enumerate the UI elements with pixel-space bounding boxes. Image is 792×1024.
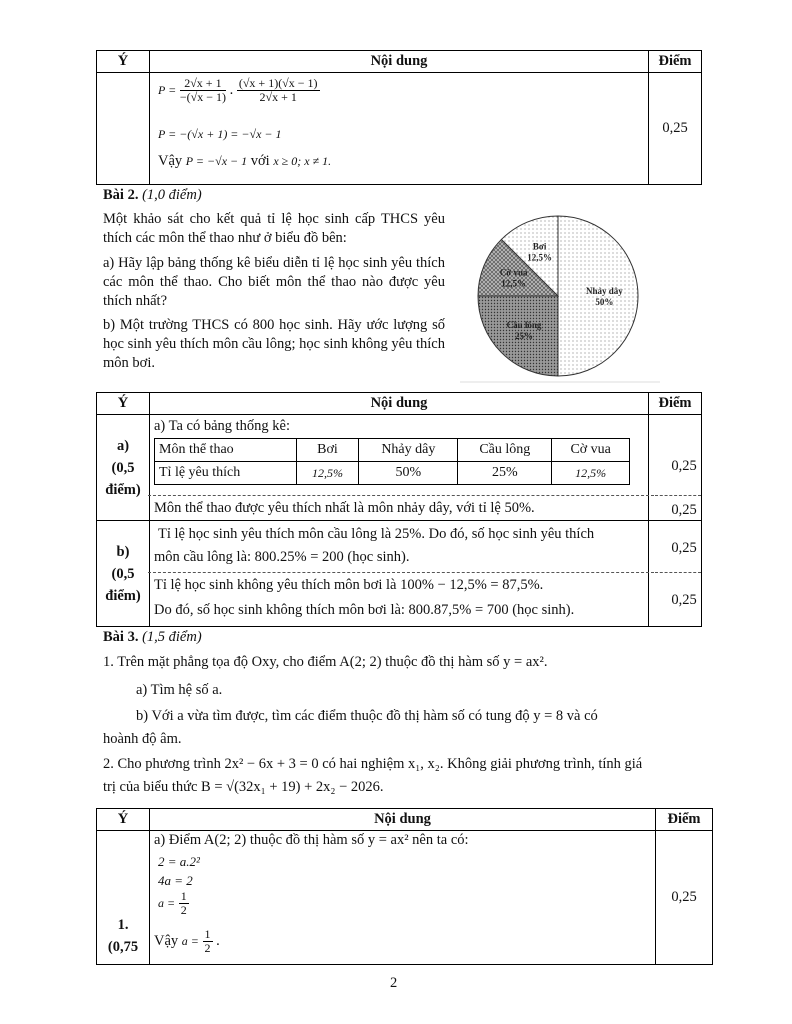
conclusion-condition: x ≥ 0; x ≠ 1. bbox=[273, 154, 332, 168]
pie-value-4: 12,5% bbox=[527, 252, 553, 263]
col-header-content: Nội dung bbox=[150, 393, 649, 415]
stat-head-0: Môn thể thao bbox=[155, 439, 297, 462]
row-b-label bbox=[97, 521, 150, 627]
bai2-part-a: a) Hãy lập bảng thống kê biểu diễn tỉ lệ học sinh yêu thích các môn thể thao. Cho biết môn thể thao nào được yêu thích nhất? bbox=[103, 255, 445, 309]
t3-line-1: a) Điểm A(2; 2) thuộc đồ thị hàm số y = ax² nên ta có: bbox=[154, 832, 469, 848]
equation-p-simplified: P = −(√x + 1) = −√x − 1 bbox=[158, 127, 282, 141]
bai3-heading bbox=[103, 629, 202, 646]
row-a-points-unit: điểm) bbox=[105, 481, 141, 498]
row-b-points: (0,5 bbox=[111, 565, 135, 582]
conclusion-with: với bbox=[250, 153, 270, 169]
solution-table-1 bbox=[96, 50, 702, 185]
row-b-score-1: 0,25 bbox=[671, 540, 697, 556]
bai2-points: (1,0 điểm) bbox=[142, 187, 202, 203]
row-b-score-2: 0,25 bbox=[671, 592, 697, 608]
t3-line-4-num: 1 bbox=[180, 889, 187, 903]
stat-val-2: 50% bbox=[359, 462, 458, 485]
cell-content bbox=[150, 73, 649, 185]
pie-label-3: Cờ vua bbox=[499, 267, 528, 278]
bai3-q1b-line2: hoành độ âm. bbox=[103, 731, 182, 747]
row-1-score: 0,25 bbox=[656, 831, 713, 965]
col-header-content: Nội dung bbox=[150, 809, 656, 831]
conclusion-line bbox=[158, 153, 331, 170]
stat-head-2: Nhảy dây bbox=[359, 439, 458, 462]
row-a-intro: a) Ta có bảng thống kê: bbox=[154, 418, 291, 434]
bai3-title: Bài 3. bbox=[103, 629, 139, 645]
page-number: 2 bbox=[390, 975, 398, 991]
stat-val-4: 12,5% bbox=[552, 462, 630, 485]
row-b-line-4: Do đó, số học sinh không thích môn bơi là: 800.87,5% = 700 (học sinh). bbox=[154, 602, 575, 618]
col-header-y: Ý bbox=[97, 393, 150, 415]
bai3-points: (1,5 điểm) bbox=[142, 629, 202, 645]
cell-score: 0,25 bbox=[649, 73, 702, 185]
row-b-score-cell bbox=[649, 521, 702, 627]
pie-label-2: Cầu lông bbox=[506, 319, 542, 330]
bai2-intro: Một khảo sát cho kết quả tỉ lệ học sinh cấp THCS yêu thích các môn thể thao như ở biểu đồ bên: bbox=[103, 211, 445, 246]
frac2-top: (√x + 1)(√x − 1) bbox=[238, 76, 318, 90]
row-a-score-divider bbox=[655, 495, 701, 496]
col-header-content: Nội dung bbox=[150, 51, 649, 73]
eq-lhs: P = bbox=[158, 82, 177, 97]
stat-table bbox=[154, 438, 630, 485]
pie-value-3: 12,5% bbox=[501, 278, 527, 289]
t3-line-5-den: 2 bbox=[204, 941, 211, 955]
pie-value-1: 50% bbox=[595, 297, 614, 307]
cell-y bbox=[97, 73, 150, 185]
row-a-label bbox=[97, 415, 150, 521]
col-header-y: Ý bbox=[97, 809, 150, 831]
t3-line-4 bbox=[158, 890, 189, 917]
eq-dot: . bbox=[229, 81, 234, 98]
row-b-score-divider bbox=[655, 572, 701, 573]
row-a-points: (0,5 bbox=[111, 459, 135, 476]
col-header-score: Điểm bbox=[656, 809, 713, 831]
bai3-q1a: a) Tìm hệ số a. bbox=[136, 682, 223, 698]
bai3-q1b-line1: b) Với a vừa tìm được, tìm các điểm thuộc đồ thị hàm số có tung độ y = 8 và có bbox=[136, 708, 598, 724]
stat-head-3: Cầu lông bbox=[458, 439, 552, 462]
bai3-q2-line2: trị của biểu thức B = √(32x₁ + 19) + 2x₂ − 2026. bbox=[103, 779, 384, 795]
pie-slice-1 bbox=[558, 216, 638, 376]
bai2-heading bbox=[103, 187, 202, 204]
row-b-line-3: Tỉ lệ học sinh không yêu thích môn bơi là 100% − 12,5% = 87,5%. bbox=[154, 577, 544, 593]
conclusion-math: P = −√x − 1 bbox=[185, 154, 248, 168]
bai2-title: Bài 2. bbox=[103, 187, 139, 203]
row-1-label bbox=[97, 831, 150, 965]
row-b-line-1: Tỉ lệ học sinh yêu thích môn cầu lông là 25%. Do đó, số học sinh yêu thích bbox=[158, 526, 595, 542]
stat-val-1: 12,5% bbox=[296, 462, 359, 485]
frac1-top: 2√x + 1 bbox=[180, 77, 226, 91]
col-header-score: Điểm bbox=[649, 51, 702, 73]
row-1-points: (0,75 bbox=[107, 939, 139, 955]
col-header-score: Điểm bbox=[649, 393, 702, 415]
row-a-letter: a) bbox=[116, 437, 130, 454]
stat-val-0: Tỉ lệ yêu thích bbox=[155, 462, 297, 485]
equation-p-fraction bbox=[158, 77, 320, 104]
stat-head-1: Bơi bbox=[296, 439, 359, 462]
t3-line-5-num: 1 bbox=[204, 927, 211, 941]
row-b-points-unit: điểm) bbox=[105, 587, 141, 604]
pie-label-1: Nhảy dây bbox=[586, 286, 623, 296]
t3-line-5-end: . bbox=[216, 932, 220, 949]
t3-line-2: 2 = a.2² bbox=[158, 854, 200, 869]
row-1-number: 1. bbox=[117, 917, 129, 933]
row-a-conclusion: Môn thể thao được yêu thích nhất là môn nhảy dây, với tỉ lệ 50%. bbox=[154, 500, 535, 516]
row-1-content bbox=[150, 831, 656, 965]
stat-head-4: Cờ vua bbox=[552, 439, 630, 462]
t3-line-4-lhs: a = bbox=[158, 895, 176, 910]
row-a-score-2: 0,25 bbox=[671, 502, 697, 518]
t3-line-5-lhs: a = bbox=[181, 933, 199, 948]
t3-line-5-prefix: Vậy bbox=[154, 932, 179, 949]
frac2-bot: 2√x + 1 bbox=[259, 90, 297, 104]
col-header-y: Ý bbox=[97, 51, 150, 73]
conclusion-prefix: Vậy bbox=[158, 153, 183, 169]
t3-line-3: 4a = 2 bbox=[158, 873, 193, 888]
t3-line-5 bbox=[154, 928, 220, 955]
bai2-part-b: b) Một trường THCS có 800 học sinh. Hãy ước lượng số học sinh yêu thích môn cầu lông; học sinh không yêu thích môn bơi. bbox=[103, 317, 445, 371]
bai3-q1: 1. Trên mặt phẳng tọa độ Oxy, cho điểm A(2; 2) thuộc đồ thị hàm số y = ax². bbox=[103, 654, 548, 670]
pie-chart bbox=[460, 212, 660, 384]
frac1-bot: −(√x − 1) bbox=[179, 90, 226, 104]
row-b-divider bbox=[148, 572, 654, 573]
bai3-q2-line1: 2. Cho phương trình 2x² − 6x + 3 = 0 có hai nghiệm x₁, x₂. Không giải phương trình, tính giá bbox=[103, 756, 643, 772]
pie-value-2: 25% bbox=[515, 330, 534, 341]
row-b-letter: b) bbox=[116, 543, 130, 560]
t3-line-4-den: 2 bbox=[180, 903, 187, 917]
row-a-divider bbox=[148, 495, 654, 496]
row-b-line-2: môn cầu lông là: 800.25% = 200 (học sinh). bbox=[154, 549, 410, 565]
row-a-score-1: 0,25 bbox=[671, 458, 697, 474]
pie-label-4: Bơi bbox=[532, 241, 547, 252]
stat-val-3: 25% bbox=[458, 462, 552, 485]
